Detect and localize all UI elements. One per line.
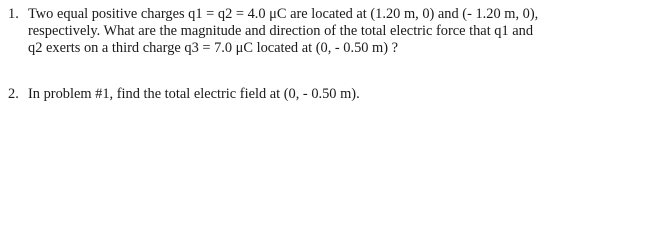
problem-line: Two equal positive charges q1 = q2 = 4.0 μC are located at (1.20 m, 0) and (- 1.20 m, 0), bbox=[28, 6, 539, 22]
problem-number: 1. bbox=[8, 6, 19, 22]
problem-text bbox=[28, 86, 648, 103]
problem-line: q2 exerts on a third charge q3 = 7.0 μC located at (0, - 0.50 m) ? bbox=[28, 40, 399, 56]
problem-sheet bbox=[0, 0, 664, 110]
problem-number: 2. bbox=[8, 86, 19, 102]
problem-line: In problem #1, find the total electric field at (0, - 0.50 m). bbox=[28, 86, 360, 102]
problem-text bbox=[28, 6, 648, 57]
problem-line: respectively. What are the magnitude and direction of the total electric force that q1 and bbox=[28, 23, 534, 39]
